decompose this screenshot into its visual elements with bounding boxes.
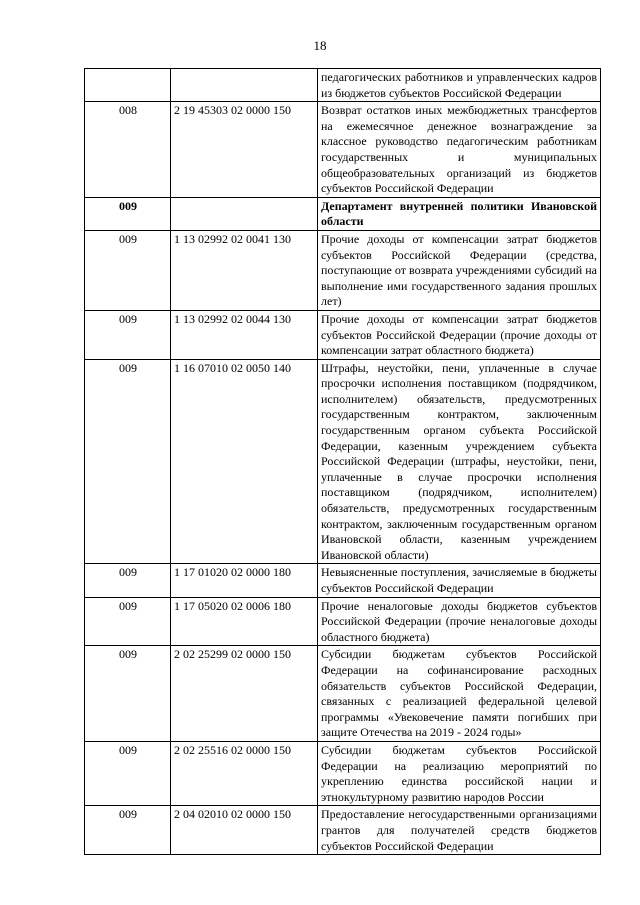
admin-code-cell	[85, 597, 171, 646]
admin-code-cell-text: 009	[119, 598, 137, 613]
table-row	[85, 310, 601, 359]
budget-code-cell	[171, 359, 318, 564]
admin-code-cell	[85, 230, 171, 310]
admin-code-cell	[85, 69, 171, 102]
revenue-name-cell	[318, 102, 601, 198]
budget-code-cell-text: 2 19 45303 02 0000 150	[174, 103, 291, 118]
revenue-name-cell	[318, 564, 601, 597]
revenue-name-cell-text: педагогических работников и управленческих кадров из бюджетов субъектов Российской Федерации	[321, 70, 597, 100]
budget-code-cell-text: 2 02 25299 02 0000 150	[174, 647, 291, 662]
revenue-name-cell-text: Штрафы, неустойки, пени, уплаченные в случае просрочки исполнения поставщиком (подрядчиком, исполнителем) обязательств, предусмотренных государственным контрактом, заключенным государственным органом субъекта Российской Федерации, казенным учреждением субъекта Российской Федерации (штрафы, неустойки, пени, уплаченные в случае просрочки исполнения поставщиком (подрядчиком, исполнителем) обязательств, предусмотренных государственным контрактом, заключенным государственным органом Ивановской области, казенным учреждением Ивановской области)	[321, 360, 597, 562]
admin-code-cell	[85, 359, 171, 564]
revenue-name-cell	[318, 741, 601, 805]
admin-code-cell-text: 009	[119, 231, 137, 246]
revenue-name-cell-text: Предоставление негосударственными организациями грантов для получателей средств бюджетов субъектов Российской Федерации	[321, 807, 597, 853]
table-row	[85, 359, 601, 564]
revenue-name-cell-text: Субсидии бюджетам субъектов Российской Федерации на софинансирование расходных обязательств субъектов Российской Федерации, связанных с реализацией федеральной целевой программы «Увековечение памяти погибших при защите Отечества на 2019 - 2024 годы»	[321, 647, 597, 740]
admin-code-cell	[85, 310, 171, 359]
budget-code-cell-text: 1 16 07010 02 0050 140	[174, 360, 291, 375]
revenue-name-cell	[318, 310, 601, 359]
budget-code-cell-text: 1 17 01020 02 0000 180	[174, 565, 291, 580]
budget-code-cell	[171, 564, 318, 597]
admin-code-cell-text: 009	[119, 565, 137, 580]
revenue-name-cell-text: Прочие доходы от компенсации затрат бюджетов субъектов Российской Федерации (средства, поступающие от возврата учреждениями субсидий на выполнение ими государственного задания прошлых лет)	[321, 231, 597, 309]
admin-code-cell-text: 009	[119, 360, 137, 375]
page-number: 18	[313, 38, 327, 53]
admin-code-cell-text: 009	[119, 198, 137, 213]
table-row	[85, 102, 601, 198]
budget-code-cell-text: 2 04 02010 02 0000 150	[174, 807, 291, 822]
admin-code-cell	[85, 197, 171, 230]
revenue-name-cell-text: Субсидии бюджетам субъектов Российской Федерации на реализацию мероприятий по укреплению единства российской нации и этнокультурному развитию народов России	[321, 742, 597, 804]
revenue-name-cell-text: Невыясненные поступления, зачисляемые в бюджеты субъектов Российской Федерации	[321, 565, 597, 595]
budget-code-cell	[171, 102, 318, 198]
budget-code-cell-text: 1 13 02992 02 0044 130	[174, 311, 291, 326]
admin-code-cell	[85, 564, 171, 597]
revenue-name-cell	[318, 69, 601, 102]
revenue-name-cell-text: Департамент внутренней политики Ивановской области	[321, 198, 597, 229]
budget-code-cell	[171, 230, 318, 310]
budget-code-cell-text: 2 02 25516 02 0000 150	[174, 742, 291, 757]
admin-code-cell-text: 009	[119, 807, 137, 822]
budget-code-cell	[171, 597, 318, 646]
revenue-name-cell	[318, 197, 601, 230]
budget-code-cell	[171, 741, 318, 805]
table-row	[85, 69, 601, 102]
revenue-name-cell	[318, 230, 601, 310]
budget-code-cell	[171, 69, 318, 102]
table-row	[85, 741, 601, 805]
budget-code-cell	[171, 310, 318, 359]
admin-code-cell	[85, 741, 171, 805]
revenue-name-cell-text: Возврат остатков иных межбюджетных трансфертов на ежемесячное денежное вознаграждение за классное руководство педагогическим работникам государственных и муниципальных общеобразовательных организаций из бюджетов субъектов Российской Федерации	[321, 103, 597, 196]
admin-code-cell-text: 009	[119, 742, 137, 757]
admin-code-cell	[85, 102, 171, 198]
revenue-codes-table	[84, 68, 601, 855]
revenue-name-cell	[318, 806, 601, 855]
budget-code-cell	[171, 197, 318, 230]
table-row	[85, 646, 601, 742]
revenue-name-cell	[318, 646, 601, 742]
admin-code-cell-text: 009	[119, 647, 137, 662]
table-row	[85, 806, 601, 855]
table-row	[85, 564, 601, 597]
revenue-name-cell	[318, 359, 601, 564]
table-row	[85, 597, 601, 646]
table-row	[85, 197, 601, 230]
revenue-name-cell	[318, 597, 601, 646]
admin-code-cell	[85, 646, 171, 742]
table-body	[85, 69, 601, 855]
table-row	[85, 230, 601, 310]
revenue-name-cell-text: Прочие доходы от компенсации затрат бюджетов субъектов Российской Федерации (прочие доходы от компенсации затрат областного бюджета)	[321, 311, 597, 358]
budget-code-cell-text: 1 17 05020 02 0006 180	[174, 598, 291, 613]
revenue-name-cell-text: Прочие неналоговые доходы бюджетов субъектов Российской Федерации (прочие неналоговые доходы областного бюджета)	[321, 598, 597, 644]
budget-code-cell-text: 1 13 02992 02 0041 130	[174, 231, 291, 246]
budget-code-cell	[171, 806, 318, 855]
admin-code-cell	[85, 806, 171, 855]
budget-code-cell	[171, 646, 318, 742]
admin-code-cell-text: 009	[119, 311, 137, 326]
admin-code-cell-text: 008	[119, 103, 137, 118]
